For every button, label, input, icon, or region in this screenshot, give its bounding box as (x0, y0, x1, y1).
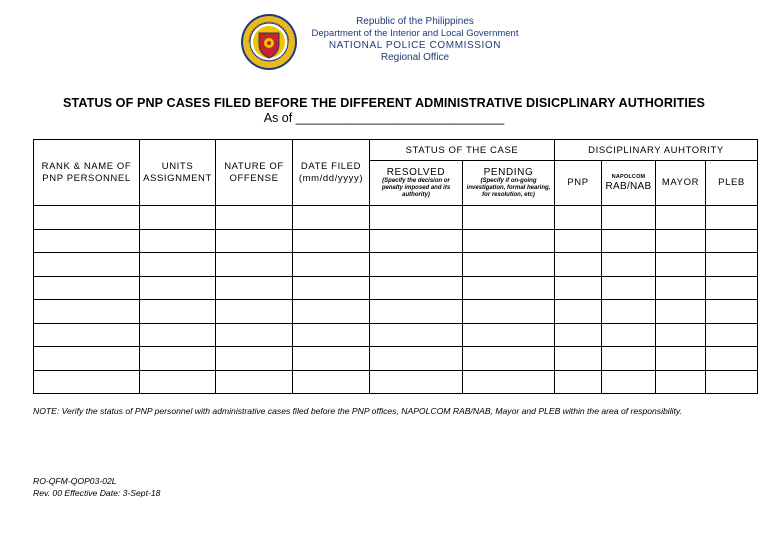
header-commission: NATIONAL POLICE COMMISSION (328, 40, 502, 51)
table-cell[interactable] (140, 323, 216, 347)
table-cell[interactable] (706, 300, 758, 324)
table-cell[interactable] (370, 276, 463, 300)
table-row (34, 323, 758, 347)
col-rank-name: RANK & NAME OF PNP PERSONNEL (34, 140, 140, 206)
table-cell[interactable] (34, 229, 140, 253)
table-cell[interactable] (555, 253, 602, 277)
table-cell[interactable] (463, 323, 555, 347)
table-cell[interactable] (370, 347, 463, 371)
cases-table (33, 139, 758, 394)
table-cell[interactable] (555, 300, 602, 324)
table-cell[interactable] (34, 253, 140, 277)
table-cell[interactable] (140, 206, 216, 230)
table-cell[interactable] (140, 300, 216, 324)
table-cell[interactable] (555, 206, 602, 230)
table-cell[interactable] (216, 206, 293, 230)
table-cell[interactable] (34, 370, 140, 394)
table-cell[interactable] (140, 347, 216, 371)
status-group-header: STATUS OF THE CASE (370, 140, 555, 161)
table-cell[interactable] (602, 253, 656, 277)
table-cell[interactable] (34, 323, 140, 347)
table-cell[interactable] (706, 206, 758, 230)
resolved-note: (Specify the decision or penalty imposed and its authority) (381, 178, 451, 198)
table-cell[interactable] (602, 347, 656, 371)
table-cell[interactable] (293, 276, 370, 300)
table-cell[interactable] (293, 253, 370, 277)
table-cell[interactable] (370, 206, 463, 230)
table-cell[interactable] (656, 206, 706, 230)
table-cell[interactable] (463, 276, 555, 300)
table-cell[interactable] (370, 370, 463, 394)
note-text: NOTE: Verify the status of PNP personnel with administrative cases filed before the PNP offices, NAPOLCOM RAB/NAB, Mayor and PLEB within the area of responsibility. (33, 406, 682, 416)
table-cell[interactable] (34, 276, 140, 300)
table-cell[interactable] (602, 206, 656, 230)
table-cell[interactable] (602, 323, 656, 347)
table-cell[interactable] (602, 370, 656, 394)
as-of-line: As of ______________________________ (263, 111, 505, 125)
table-cell[interactable] (293, 300, 370, 324)
table-cell[interactable] (656, 347, 706, 371)
table-cell[interactable] (293, 347, 370, 371)
table-cell[interactable] (293, 206, 370, 230)
col-pending (463, 161, 555, 206)
table-row (34, 229, 758, 253)
table-row (34, 276, 758, 300)
table-cell[interactable] (656, 370, 706, 394)
table-cell[interactable] (706, 276, 758, 300)
document-title: STATUS OF PNP CASES FILED BEFORE THE DIFFERENT ADMINISTRATIVE DISICPLINARY AUTHORITIES (62, 96, 706, 110)
table-cell[interactable] (555, 347, 602, 371)
col-pleb: PLEB (706, 161, 758, 206)
table-cell[interactable] (706, 323, 758, 347)
col-date-filed: DATE FILED (mm/dd/yyyy) (293, 140, 370, 206)
col-mayor: MAYOR (656, 161, 706, 206)
header-regional-office: Regional Office (380, 52, 450, 63)
napolcom-seal-icon (240, 13, 298, 71)
table-cell[interactable] (706, 253, 758, 277)
table-cell[interactable] (140, 229, 216, 253)
table-row (34, 253, 758, 277)
header-republic: Republic of the Philippines (356, 16, 474, 27)
table-cell[interactable] (463, 370, 555, 394)
table-cell[interactable] (656, 300, 706, 324)
table-cell[interactable] (602, 276, 656, 300)
table-cell[interactable] (370, 229, 463, 253)
table-cell[interactable] (293, 323, 370, 347)
table-cell[interactable] (34, 206, 140, 230)
table-row (34, 300, 758, 324)
table-cell[interactable] (656, 253, 706, 277)
pending-label: PENDING (483, 167, 534, 178)
form-revision: Rev. 00 Effective Date: 3-Sept-18 (33, 488, 161, 498)
table-cell[interactable] (463, 229, 555, 253)
table-cell[interactable] (293, 370, 370, 394)
col-units-assignment: UNITS ASSIGNMENT (140, 140, 216, 206)
table-cell[interactable] (706, 347, 758, 371)
table-cell[interactable] (463, 206, 555, 230)
authority-group-header: DISCIPLINARY AUHTORITY (555, 140, 758, 161)
col-nature-offense: NATURE OF OFFENSE (216, 140, 293, 206)
table-cell[interactable] (463, 300, 555, 324)
table-cell[interactable] (216, 370, 293, 394)
table-row (34, 370, 758, 394)
table-cell[interactable] (555, 370, 602, 394)
table-cell[interactable] (706, 370, 758, 394)
table-cell[interactable] (140, 370, 216, 394)
table-cell[interactable] (370, 300, 463, 324)
header-department: Department of the Interior and Local Government (311, 28, 519, 39)
pending-note: (Specify if on-going investigation, formal hearing, for resolution, etc) (466, 178, 551, 198)
table-cell[interactable] (656, 276, 706, 300)
letterhead (300, 16, 530, 64)
table-cell[interactable] (370, 323, 463, 347)
table-cell[interactable] (216, 276, 293, 300)
table-row (34, 347, 758, 371)
table-cell[interactable] (293, 229, 370, 253)
rabnab-label: RAB/NAB (605, 181, 652, 192)
col-resolved (370, 161, 463, 206)
table-cell[interactable] (140, 253, 216, 277)
table-cell[interactable] (656, 323, 706, 347)
table-cell[interactable] (555, 323, 602, 347)
table-cell[interactable] (34, 300, 140, 324)
table-cell[interactable] (602, 300, 656, 324)
form-footer (33, 475, 160, 499)
col-napolcom-rabnab (602, 161, 656, 206)
table-cell[interactable] (555, 276, 602, 300)
table-cell[interactable] (370, 253, 463, 277)
table-cell[interactable] (463, 347, 555, 371)
table-cell[interactable] (140, 276, 216, 300)
table-cell[interactable] (216, 253, 293, 277)
table-cell[interactable] (706, 229, 758, 253)
table-row (34, 206, 758, 230)
table-cell[interactable] (656, 229, 706, 253)
table-cell[interactable] (216, 229, 293, 253)
table-cell[interactable] (216, 323, 293, 347)
table-cell[interactable] (463, 253, 555, 277)
napolcom-label: NAPOLCOM (611, 174, 646, 180)
table-cell[interactable] (216, 300, 293, 324)
table-cell[interactable] (34, 347, 140, 371)
table-cell[interactable] (216, 347, 293, 371)
form-code: RO-QFM-QOP03-02L (33, 476, 117, 486)
table-cell[interactable] (555, 229, 602, 253)
col-pnp: PNP (555, 161, 602, 206)
table-cell[interactable] (602, 229, 656, 253)
resolved-label: RESOLVED (386, 167, 446, 178)
